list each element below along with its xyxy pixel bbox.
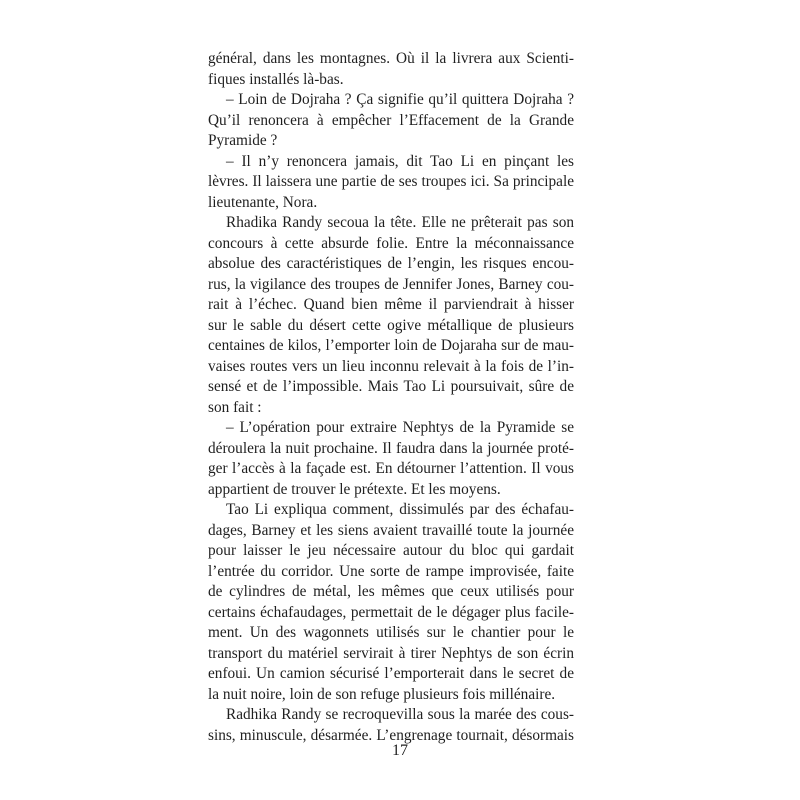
paragraph [208, 418, 574, 500]
text-line: absolue des caractéristiques de l’engin, les risques encou- [208, 255, 574, 272]
text-line: de cylindres de métal, les mêmes que ceux utilisés pour [208, 583, 574, 600]
text-line: transport du matériel servirait à tirer Nephtys de son écrin [208, 644, 574, 662]
paragraph [208, 213, 574, 418]
text-line: sins, minuscule, désarmée. L’engrenage tournait, désormais [208, 726, 574, 744]
text-line: pour laisser le jeu nécessaire autour du bloc qui gardait [208, 542, 574, 559]
text-line: concours à cette absurde folie. Entre la méconnaissance [208, 234, 574, 252]
text-line: son fait : [208, 398, 262, 416]
text-line: Pyramide ? [208, 132, 278, 149]
text-line: sensé et de l’impossible. Mais Tao Li poursuivait, sûre de [208, 378, 574, 395]
paragraph [208, 152, 574, 214]
text-line: Tao Li expliqua comment, dissimulés par des échafau- [226, 501, 574, 518]
text-line: – Loin de Dojraha ? Ça signifie qu’il quittera Dojraha ? [226, 91, 574, 108]
text-line: appartient de trouver le prétexte. Et les moyens. [208, 480, 501, 498]
text-line: enfoui. Un camion sécurisé l’emporterait dans le secret de [208, 665, 574, 682]
text-line: rait à l’échec. Quand bien même il parviendrait à hisser [208, 296, 574, 313]
text-line: certains échafaudages, permettait de le dégager plus facile- [208, 603, 574, 621]
text-line: rus, la vigilance des troupes de Jennifer Jones, Barney cou- [208, 275, 574, 293]
text-line: fiques installés là-bas. [208, 70, 344, 88]
text-line: déroulera la nuit prochaine. Il faudra dans la journée proté- [208, 439, 574, 457]
paragraph [208, 49, 574, 90]
text-line: Rhadika Randy secoua la tête. Elle ne prêterait pas son [226, 214, 574, 231]
page-number: 17 [392, 742, 408, 759]
body-text [208, 49, 574, 746]
text-line: l’entrée du corridor. Une sorte de rampe improvisée, faite [208, 562, 574, 580]
paragraph [208, 90, 574, 152]
text-line: ment. Un des wagonnets utilisés sur le chantier pour le [208, 624, 574, 641]
text-line: la nuit noire, loin de son refuge plusieurs fois millénaire. [208, 685, 556, 703]
text-line: – L’opération pour extraire Nephtys de la Pyramide se [226, 419, 574, 436]
text-line: sur le sable du désert cette ogive métallique de plusieurs [208, 316, 574, 334]
text-line: Qu’il renoncera à empêcher l’Effacement de la Grande [208, 111, 574, 129]
text-line: ger l’accès à la façade est. En détourner l’attention. Il vous [208, 460, 574, 477]
text-line: lieutenante, Nora. [208, 193, 318, 211]
text-line: – Il n’y renoncera jamais, dit Tao Li en pinçant les [226, 152, 574, 170]
paragraph [208, 705, 574, 746]
text-line: vaises routes vers un lieu inconnu relevait à la fois de l’in- [208, 357, 574, 375]
text-line: lèvres. Il laissera une partie de ses troupes ici. Sa principale [208, 173, 574, 190]
text-line: centaines de kilos, l’emporter loin de Dojaraha sur de mau- [208, 337, 574, 354]
paragraph [208, 500, 574, 705]
text-line: Radhika Randy se recroquevilla sous la marée des cous- [226, 706, 574, 723]
text-line: général, dans les montagnes. Où il la livrera aux Scienti- [208, 50, 574, 67]
text-line: dages, Barney et les siens avaient travaillé toute la journée [208, 521, 574, 539]
